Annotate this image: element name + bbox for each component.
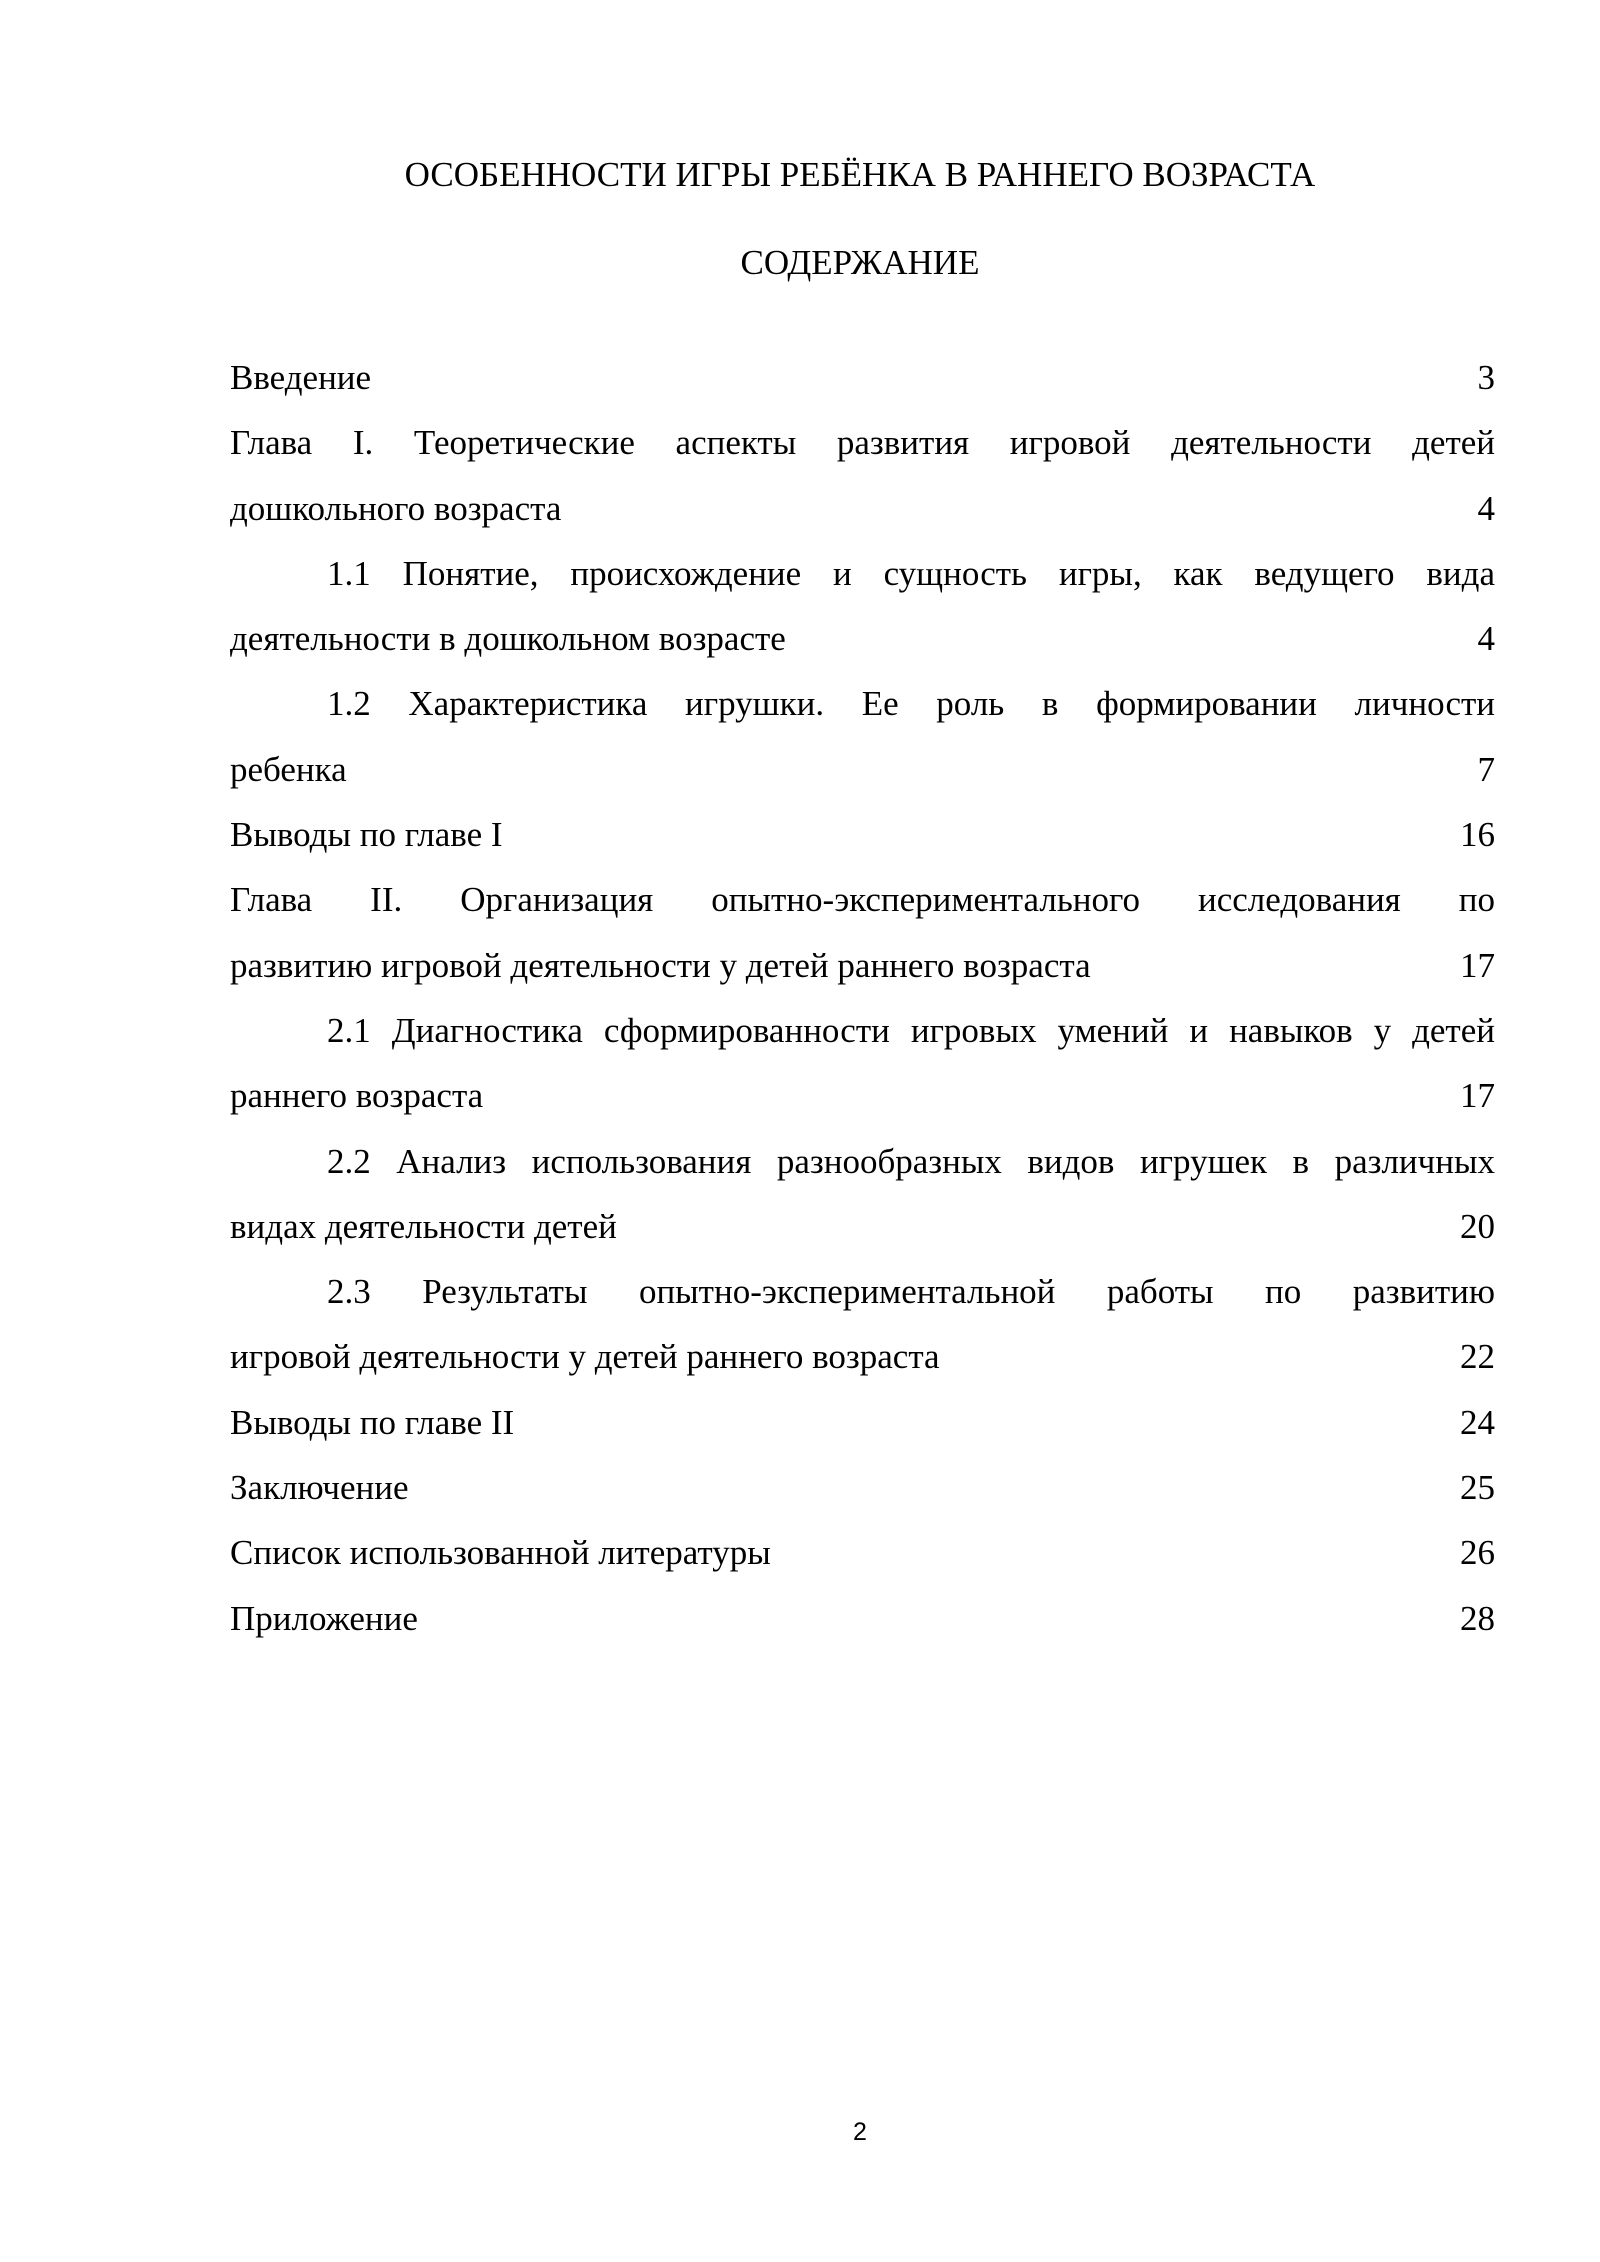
toc-entry[interactable] bbox=[230, 1259, 1495, 1390]
toc-entry[interactable] bbox=[230, 1390, 1495, 1455]
toc-entry-text: Глава I. Теоретические аспекты развития игровой деятельности детей bbox=[230, 423, 1495, 463]
toc-entry[interactable] bbox=[230, 345, 1495, 410]
contents-heading: СОДЕРЖАНИЕ bbox=[740, 243, 980, 282]
toc-line bbox=[230, 1063, 1495, 1128]
toc-page-number: 3 bbox=[1477, 358, 1495, 397]
toc-line bbox=[230, 1586, 1495, 1651]
toc-line bbox=[230, 933, 1495, 998]
toc-entry-text: 2.2 Анализ использования разнообразных видов игрушек в различных bbox=[327, 1141, 1495, 1181]
toc-line bbox=[230, 606, 1495, 671]
toc-entry-text: Выводы по главе I bbox=[230, 815, 503, 855]
toc-entry-text: 2.3 Результаты опытно-экспериментальной работы по развитию bbox=[327, 1272, 1495, 1312]
toc-entry-text: деятельности в дошкольном возрасте bbox=[230, 619, 786, 659]
toc-line bbox=[230, 998, 1495, 1063]
toc-line bbox=[230, 1324, 1495, 1389]
toc-entry[interactable] bbox=[230, 671, 1495, 802]
toc-entry-text: видах деятельности детей bbox=[230, 1206, 617, 1246]
toc-line bbox=[230, 737, 1495, 802]
toc-entry[interactable] bbox=[230, 1586, 1495, 1651]
toc-line bbox=[230, 1129, 1495, 1194]
table-of-contents bbox=[230, 345, 1495, 1651]
toc-line bbox=[230, 1520, 1495, 1585]
toc-page-number: 20 bbox=[1460, 1206, 1495, 1246]
toc-page-number: 26 bbox=[1460, 1533, 1495, 1573]
toc-entry-text: игровой деятельности у детей раннего возраста bbox=[230, 1337, 940, 1377]
toc-line bbox=[230, 1455, 1495, 1520]
toc-page-number: 28 bbox=[1460, 1598, 1495, 1638]
toc-entry[interactable] bbox=[230, 1455, 1495, 1520]
toc-entry-text: Введение bbox=[230, 358, 372, 397]
toc-entry[interactable] bbox=[230, 998, 1495, 1129]
toc-entry[interactable] bbox=[230, 867, 1495, 998]
toc-entry-text: ребенка bbox=[230, 749, 347, 789]
toc-entry-text: раннего возраста bbox=[230, 1076, 484, 1116]
toc-entry-text: Заключение bbox=[230, 1468, 409, 1508]
toc-page-number: 4 bbox=[1477, 619, 1495, 659]
toc-page-number: 16 bbox=[1460, 815, 1495, 855]
toc-page-number: 4 bbox=[1477, 488, 1495, 528]
toc-page-number: 17 bbox=[1460, 1076, 1495, 1116]
toc-entry-text: 2.1 Диагностика сформированности игровых умений и навыков у детей bbox=[327, 1010, 1495, 1050]
toc-line bbox=[230, 345, 1495, 410]
toc-entry-text: развитию игровой деятельности у детей раннего возраста bbox=[230, 945, 1091, 985]
toc-entry[interactable] bbox=[230, 1520, 1495, 1585]
page-number: 2 bbox=[853, 2118, 867, 2146]
document-title: ОСОБЕННОСТИ ИГРЫ РЕБЁНКА В РАННЕГО ВОЗРАСТА bbox=[404, 155, 1316, 194]
toc-line bbox=[230, 1259, 1495, 1324]
toc-entry-text: 1.1 Понятие, происхождение и сущность игры, как ведущего вида bbox=[327, 553, 1495, 593]
toc-entry-text: Приложение bbox=[230, 1598, 418, 1638]
toc-entry-text: Глава II. Организация опытно-экспериментального исследования по bbox=[230, 880, 1495, 920]
toc-entry-text: дошкольного возраста bbox=[230, 488, 562, 528]
toc-line bbox=[230, 541, 1495, 606]
toc-line bbox=[230, 476, 1495, 541]
toc-entry[interactable] bbox=[230, 410, 1495, 541]
toc-line bbox=[230, 410, 1495, 475]
toc-page-number: 17 bbox=[1460, 945, 1495, 985]
toc-page-number: 25 bbox=[1460, 1468, 1495, 1508]
toc-entry[interactable] bbox=[230, 802, 1495, 867]
toc-line bbox=[230, 867, 1495, 932]
toc-line bbox=[230, 802, 1495, 867]
toc-entry-text: Список использованной литературы bbox=[230, 1533, 771, 1573]
toc-entry[interactable] bbox=[230, 541, 1495, 672]
toc-entry-text: 1.2 Характеристика игрушки. Ее роль в формировании личности bbox=[327, 684, 1495, 724]
toc-page-number: 7 bbox=[1477, 749, 1495, 789]
toc-line bbox=[230, 1194, 1495, 1259]
toc-line bbox=[230, 671, 1495, 736]
toc-entry-text: Выводы по главе II bbox=[230, 1402, 515, 1442]
toc-page-number: 24 bbox=[1460, 1402, 1495, 1442]
toc-page-number: 22 bbox=[1460, 1337, 1495, 1377]
toc-line bbox=[230, 1390, 1495, 1455]
toc-entry[interactable] bbox=[230, 1129, 1495, 1260]
